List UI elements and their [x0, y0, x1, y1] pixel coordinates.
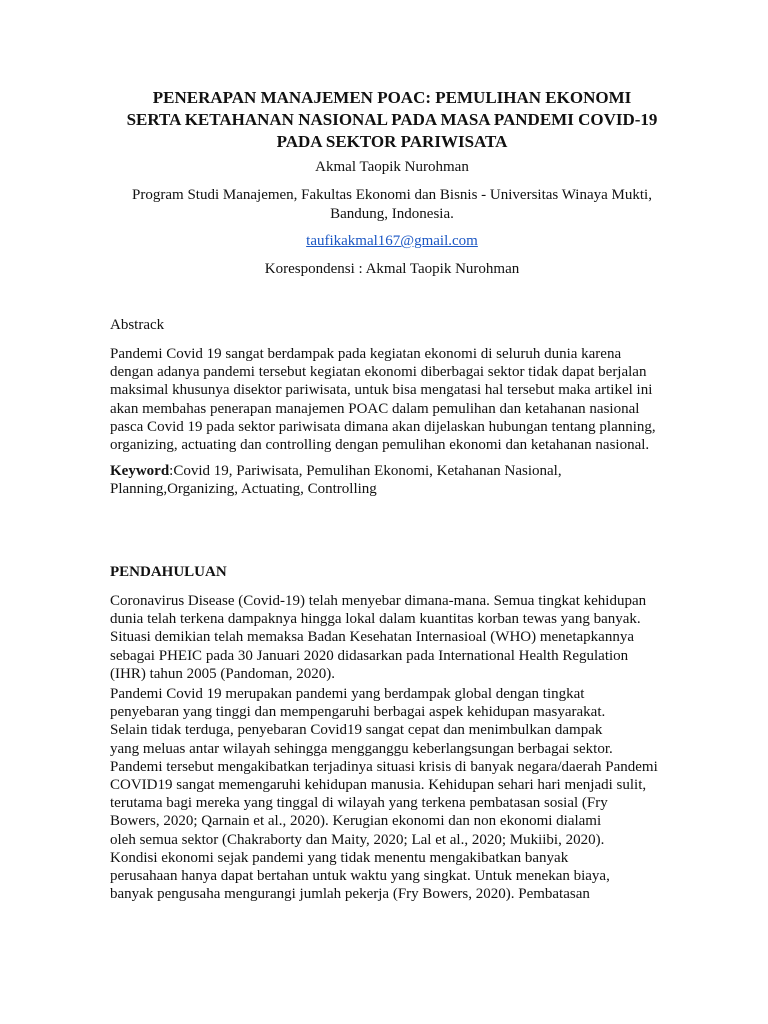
paragraph-line: Selain tidak terduga, penyebaran Covid19 sangat cepat dan menimbulkan dampak — [110, 722, 603, 739]
abstract-line: dengan adanya pandemi tersebut kegiatan ekonomi diberbagai sektor tidak dapat berjalan — [110, 364, 647, 381]
paragraph-line: (IHR) tahun 2005 (Pandoman, 2020). — [110, 665, 335, 682]
abstract-line: pasca Covid 19 pada sektor pariwisata dimana akan dijelaskan hubungan tentang planning, — [110, 418, 656, 435]
section-heading: PENDAHULUAN — [110, 564, 227, 580]
email-link[interactable]: taufikakmal167@gmail.com — [306, 233, 478, 249]
paragraph-line: Pandemi Covid 19 merupakan pandemi yang berdampak global dengan tingkat — [110, 686, 585, 702]
paragraph-1 — [110, 592, 680, 683]
paragraph-line: oleh semua sektor (Chakraborty dan Maity, 2020; Lal et al., 2020; Mukiibi, 2020). — [110, 831, 605, 848]
paragraph-line: dunia telah terkena dampaknya hingga lokal dalam kuantitas korban tewas yang banyak. — [110, 611, 641, 628]
paragraph-line: Coronavirus Disease (Covid-19) telah menyebar dimana-mana. Semua tingkat kehidupan — [110, 593, 647, 609]
paragraph-line: terutama bagi mereka yang tinggal di wilayah yang terkena pembatasan sosial (Fry — [110, 795, 608, 812]
paragraph-line: sebagai PHEIC pada 30 Januari 2020 didasarkan pada International Health Regulation — [110, 647, 629, 664]
abstract-line: organizing, actuating dan controlling dengan pemulihan ekonomi dan ketahanan nasional. — [110, 437, 650, 454]
abstract-body — [110, 345, 680, 454]
abstract-line: akan membahas penerapan manajemen POAC dalam pemulihan dan ketahanan nasional — [110, 400, 640, 417]
paragraph-line: penyebaran yang tinggi dan mempengaruhi berbagai aspek kehidupan masyarakat. — [110, 704, 606, 721]
affiliation-line: Bandung, Indonesia. — [330, 206, 454, 222]
keywords — [110, 462, 680, 498]
paragraph-line: COVID19 sangat memengaruhi kehidupan manusia. Kehidupan sehari hari menjadi sulit, — [110, 777, 647, 794]
author-name: Akmal Taopik Nurohman — [315, 159, 469, 175]
paragraph-line: Situasi demikian telah memaksa Badan Kesehatan Internasioal (WHO) menetapkannya — [110, 629, 634, 646]
keyword-label: Keyword — [110, 463, 170, 479]
paragraph-line: yang meluas antar wilayah sehingga mengganggu keberlangsungan berbagai sektor. — [110, 740, 613, 757]
title-line: SERTA KETAHANAN NASIONAL PADA MASA PANDEMI COVID-19 — [126, 110, 658, 129]
paragraph-line: Bowers, 2020; Qarnain et al., 2020). Kerugian ekonomi dan non ekonomi dialami — [110, 813, 602, 830]
keyword-line: Planning,Organizing, Actuating, Controlling — [110, 481, 377, 498]
abstract-line: Pandemi Covid 19 sangat berdampak pada kegiatan ekonomi di seluruh dunia karena — [110, 346, 622, 362]
paper-title — [100, 87, 684, 153]
keyword-line — [110, 462, 680, 480]
affiliation-line: Program Studi Manajemen, Fakultas Ekonomi dan Bisnis - Universitas Winaya Mukti, — [132, 187, 652, 203]
title-line: PENERAPAN MANAJEMEN POAC: PEMULIHAN EKONOMI — [152, 88, 632, 107]
paragraph-2 — [110, 685, 680, 903]
paragraph-line: Pandemi tersebut mengakibatkan terjadinya situasi krisis di banyak negara/daerah Pandemi — [110, 758, 658, 775]
abstract-line: maksimal khusunya disektor pariwisata, untuk bisa mengatasi hal tersebut maka artikel ini — [110, 382, 653, 399]
keyword-list: :Covid 19, Pariwisata, Pemulihan Ekonomi, Ketahanan Nasional, — [169, 463, 562, 479]
correspondence: Korespondensi : Akmal Taopik Nurohman — [264, 261, 520, 277]
paragraph-line: banyak pengusaha mengurangi jumlah pekerja (Fry Bowers, 2020). Pembatasan — [110, 886, 590, 903]
title-line: PADA SEKTOR PARIWISATA — [276, 132, 508, 151]
paragraph-line: perusahaan hanya dapat bertahan untuk waktu yang singkat. Untuk menekan biaya, — [110, 868, 610, 885]
paragraph-line: Kondisi ekonomi sejak pandemi yang tidak menentu mengakibatkan banyak — [110, 849, 569, 866]
abstract-label: Abstrack — [110, 317, 165, 333]
affiliation — [100, 186, 684, 224]
